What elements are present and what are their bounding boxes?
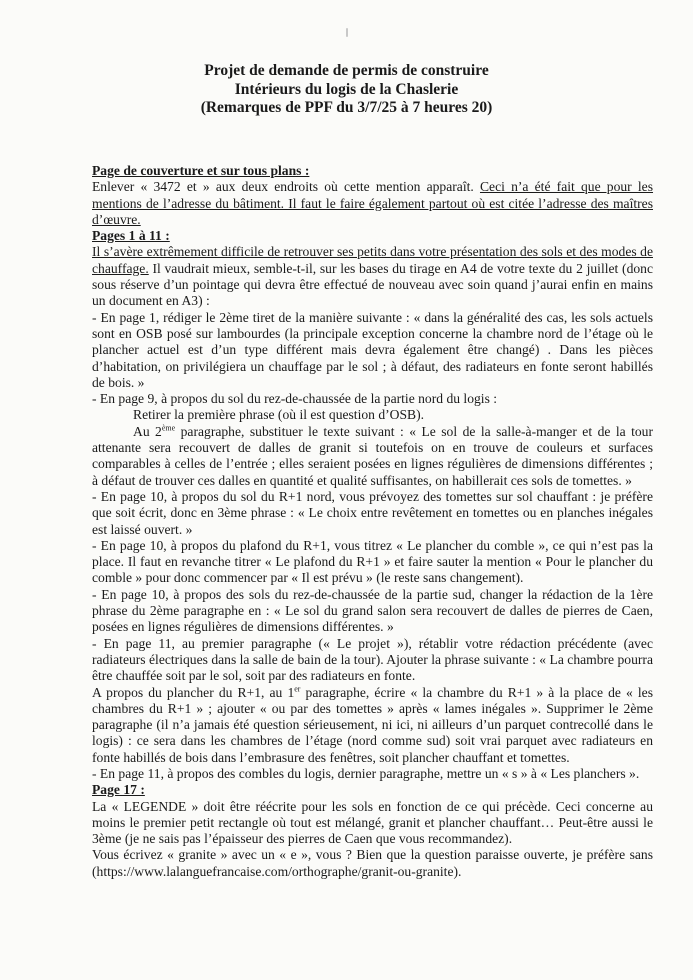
item-text-end: paragraphe, substituer le texte suivant : « Le sol de la salle-à-manger et de la tour attenante sera recouvert de dalles de granit si toutefois on en trouve de couleurs et surfaces comparables à celles de l’entrée ; elles seraient posées en lignes régulières de dimensions différentes ; à défaut de trouver ces dalles en quantité et qualité suffisantes, on habillerait ces sols de tomettes. » (92, 423, 653, 488)
cover-text: Enlever « 3472 et » aux deux endroits où cette mention apparaît. (92, 179, 480, 195)
cover-paragraph (92, 179, 653, 228)
remark-page-9-item-1: Retirer la première phrase (où il est question d’OSB). (133, 407, 425, 423)
title-line-2: Intérieurs du logis de la Chaslerie (234, 80, 459, 98)
remark-page-11-combles: - En page 11, à propos des combles du logis, dernier paragraphe, mettre un « s » à « Les planchers ». (92, 765, 640, 781)
scan-mark (346, 28, 348, 37)
item-text-start: Au 2 (133, 423, 162, 439)
section-heading-pages-1-11: Pages 1 à 11 : (92, 228, 170, 244)
intro-underlined-text: Il s’avère extrêmement difficile de retrouver ses petits dans votre présentation des sols et des modes de chauffage. (92, 244, 653, 276)
remark-page-9: - En page 9, à propos du sol du rez-de-chaussée de la partie nord du logis : (92, 391, 498, 407)
document-title (0, 62, 693, 118)
pages-intro-paragraph (92, 244, 653, 309)
legend-paragraph: La « LEGENDE » doit être réécrite pour les sols en fonction de ce qui précède. Ceci concerne au moins le premier petit rectangle où tout est mélangé, granit et plancher chauffant… Peut-être aussi le 3ème (je ne sais pas l’épaisseur des pierres de Caen que vous recommandez). (92, 798, 653, 847)
title-line-3: (Remarques de PPF du 3/7/25 à 7 heures 20) (200, 99, 493, 116)
remark-page-10-sud: - En page 10, à propos des sols du rez-de-chaussée de la partie sud, changer la rédaction de la 1ère phrase du 2ème paragraphe en : « Le sol du grand salon sera recouvert de dalles de pierres de Caen, posées en lignes régulières de dimensions différentes. » (92, 586, 653, 635)
remark-page-10-sol: - En page 10, à propos du sol du R+1 nord, vous prévoyez des tomettes sur sol chauffant : je préfère que soit écrit, donc en 3ème phrase : « Le choix entre revêtement en tomettes ou en planches inégales est laissé ouvert. » (92, 488, 653, 537)
plancher-text-end: paragraphe, écrire « la chambre du R+1 » à la place de « les chambres du R+1 » ; ajouter « ou par des tomettes » après « lames inégales ». Supprimer le 2ème paragraphe (il n’a jamais été question sérieusement, ni ici, ni ailleurs d’un parquet contrecollé dans le logis) : ce sera dans les chambres de l’étage (nord comme sud) soit vrai parquet avec radiateurs en fonte habillés de bois dans l’embrasure des fenêtres, soit plancher chauffant et tomettes. (92, 684, 653, 765)
remark-page-9-item-2 (92, 424, 653, 489)
intro-text: Il vaudrait mieux, semble-t-il, sur les bases du tirage en A4 de votre texte du 2 juillet (donc sous réserve d’un pointage qui devra être effectué de nouveau avec soin quand j’aurai enfin en mains un document en A3) : (92, 260, 653, 309)
remark-page-1: - En page 1, rédiger le 2ème tiret de la manière suivante : « dans la généralité des cas, les sols actuels sont en OSB posé sur lambourdes (la principale exception concerne la chambre nord de l’étage où le plancher actuel est d’un type différent mais devra également être changé) . Dans les pièces d’habitation, on privilégiera un chauffage par le sol ; à défaut, des radiateurs en fonte seront habillés de bois. » (92, 309, 653, 390)
remark-page-11-projet: - En page 11, au premier paragraphe (« Le projet »), rétablir votre rédaction précédente (avec radiateurs électriques dans la salle de bain de la tour). Ajouter la phrase suivante : « La chambre pourra être chauffée soit par le sol, soit par des radiateurs en fonte. (92, 635, 653, 684)
document-body (92, 163, 653, 880)
remark-page-10-plafond: - En page 10, à propos du plafond du R+1, vous titrez « Le plancher du comble », ce qui n’est pas la place. Il faut en revanche titrer « Le plafond du R+1 » et faire sauter la mention « Pour le plancher du comble » pour donc commencer par « Il est prévu » (le reste sans changement). (92, 537, 653, 586)
section-heading-cover: Page de couverture et sur tous plans : (92, 163, 310, 178)
section-heading-page-17: Page 17 : (92, 782, 145, 798)
remark-plancher-r1 (92, 685, 653, 766)
granite-paragraph: Vous écrivez « granite » avec un « e », vous ? Bien que la question paraisse ouverte, je préfère sans (https://www.lalanguefrancaise.com/orthographe/granit-ou-granite). (92, 847, 653, 879)
title-line-1: Projet de demande de permis de construire (204, 62, 489, 79)
superscript: er (294, 683, 301, 693)
cover-underlined-text: Ceci n’a été fait que pour les mentions de l’adresse du bâtiment. Il faut le faire également partout où est citée l’adresse des maîtres d’œuvre. (92, 179, 654, 227)
superscript: ème (161, 423, 176, 433)
plancher-text-start: A propos du plancher du R+1, au 1 (92, 684, 295, 700)
